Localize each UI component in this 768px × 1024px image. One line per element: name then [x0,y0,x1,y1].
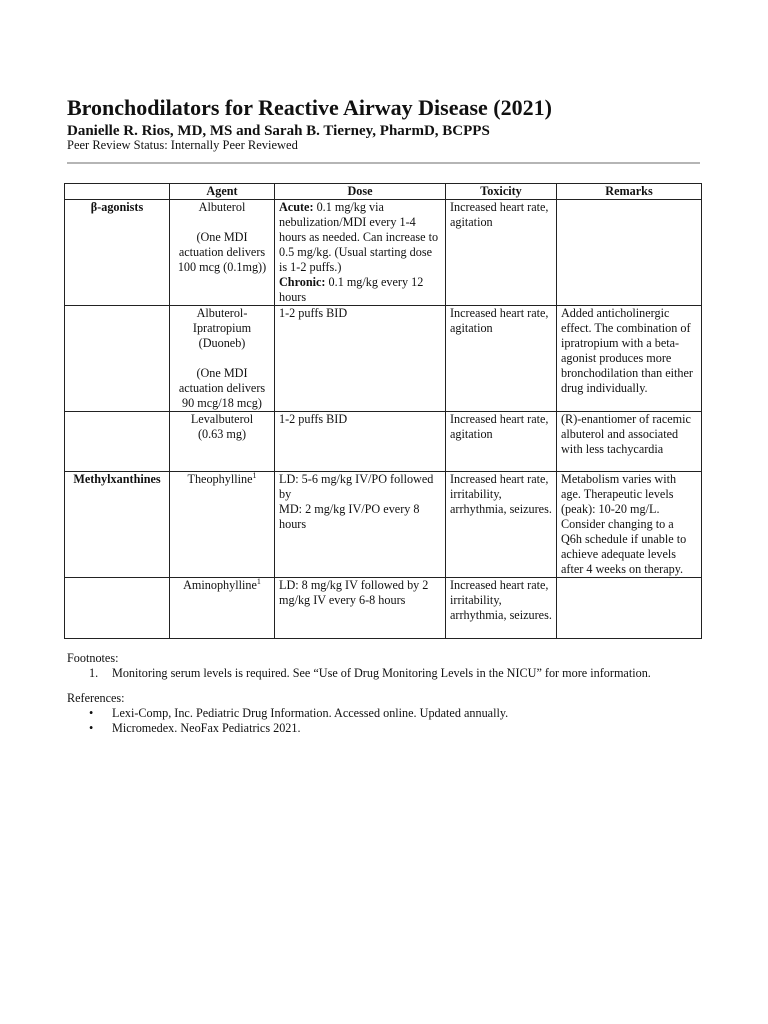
remarks-cell [557,578,702,639]
agent-name: Aminophylline [183,578,257,592]
agent-name: Albuterol-Ipratropium (Duoneb) [192,306,252,350]
agent-cell [170,306,275,412]
header-agent: Agent [170,184,275,200]
document-title: Bronchodilators for Reactive Airway Disease (2021) [67,95,552,120]
dose-chronic: 0.1 mg/kg every 12 hours [279,275,424,304]
header-dose: Dose [275,184,446,200]
remarks-cell: (R)-enantiomer of racemic albuterol and associated with less tachycardia [557,412,702,472]
bullet-icon: • [89,706,94,720]
bullet-icon: • [89,721,94,735]
agent-cell [170,578,275,639]
agent-cell [170,200,275,306]
footnote-item [67,666,707,681]
dose-acute: 0.1 mg/kg via nebulization/MDI every 1-4 hours as needed. Can increase to 0.5 mg/kg. (Usual starting dose is 1-2 puffs.) [279,200,439,274]
reference-text: Micromedex. NeoFax Pediatrics 2021. [112,721,301,735]
dose-loading: LD: 5-6 mg/kg IV/PO followed by [279,472,434,501]
agent-note: (One MDI actuation delivers 90 mcg/18 mcg) [178,366,266,410]
dose-cell: 1-2 puffs BID [275,412,446,472]
drug-class [65,412,170,472]
dose-maintenance: MD: 2 mg/kg IV/PO every 8 hours [279,502,420,531]
table-row [65,472,702,578]
reference-text: Lexi-Comp, Inc. Pediatric Drug Information. Accessed online. Updated annually. [112,706,509,720]
header-remarks: Remarks [557,184,702,200]
peer-review-status: Peer Review Status: Internally Peer Reviewed [67,138,298,152]
reference-item [67,721,707,736]
drug-class: Methylxanthines [65,472,170,578]
drug-class [65,306,170,412]
agent-name: Albuterol [198,200,246,214]
agent-cell [170,412,275,472]
footnote-number: 1. [89,666,99,680]
header-divider [67,162,700,164]
toxicity-cell: Increased heart rate, agitation [446,200,557,306]
toxicity-cell: Increased heart rate, irritability, arrhythmia, seizures. [446,578,557,639]
notes-section [67,651,707,736]
footnote-marker: 1 [256,576,261,586]
toxicity-cell: Increased heart rate, agitation [446,306,557,412]
agent-name: Theophylline [187,472,253,486]
agent-cell [170,472,275,578]
header-toxicity: Toxicity [446,184,557,200]
references-label: References: [67,691,125,705]
document-authors: Danielle R. Rios, MD, MS and Sarah B. Tierney, PharmD, BCPPS [67,123,490,139]
agent-note: (One MDI actuation delivers 100 mcg (0.1mg)) [177,230,267,274]
remarks-cell [557,200,702,306]
table-row [65,306,702,412]
footnote-text: Monitoring serum levels is required. See “Use of Drug Monitoring Levels in the NICU” for more information. [112,666,651,680]
toxicity-cell: Increased heart rate, agitation [446,412,557,472]
remarks-cell: Added anticholinergic effect. The combination of ipratropium with a beta-agonist produces more bronchodilation than either drug individually. [557,306,702,412]
toxicity-cell: Increased heart rate, irritability, arrhythmia, seizures. [446,472,557,578]
bronchodilator-table [64,183,702,639]
drug-class [65,578,170,639]
table-header-row [65,184,702,200]
table-row [65,200,702,306]
dose-cell [275,200,446,306]
agent-name: Levalbuterol [190,412,254,426]
dose-chronic-label: Chronic: [279,275,326,289]
table-row [65,412,702,472]
footnotes-label: Footnotes: [67,651,119,665]
drug-class: β-agonists [65,200,170,306]
table-row [65,578,702,639]
header-class [65,184,170,200]
agent-note: (0.63 mg) [197,427,247,441]
dose-cell [275,472,446,578]
reference-item [67,706,707,721]
dose-cell: 1-2 puffs BID [275,306,446,412]
remarks-cell: Metabolism varies with age. Therapeutic levels (peak): 10-20 mg/L. Consider changing to a Q6h schedule if unable to achieve adequate levels after 4 weeks on therapy. [557,472,702,578]
dose-acute-label: Acute: [279,200,314,214]
dose-cell: LD: 8 mg/kg IV followed by 2 mg/kg IV every 6-8 hours [275,578,446,639]
footnote-marker: 1 [252,470,257,480]
